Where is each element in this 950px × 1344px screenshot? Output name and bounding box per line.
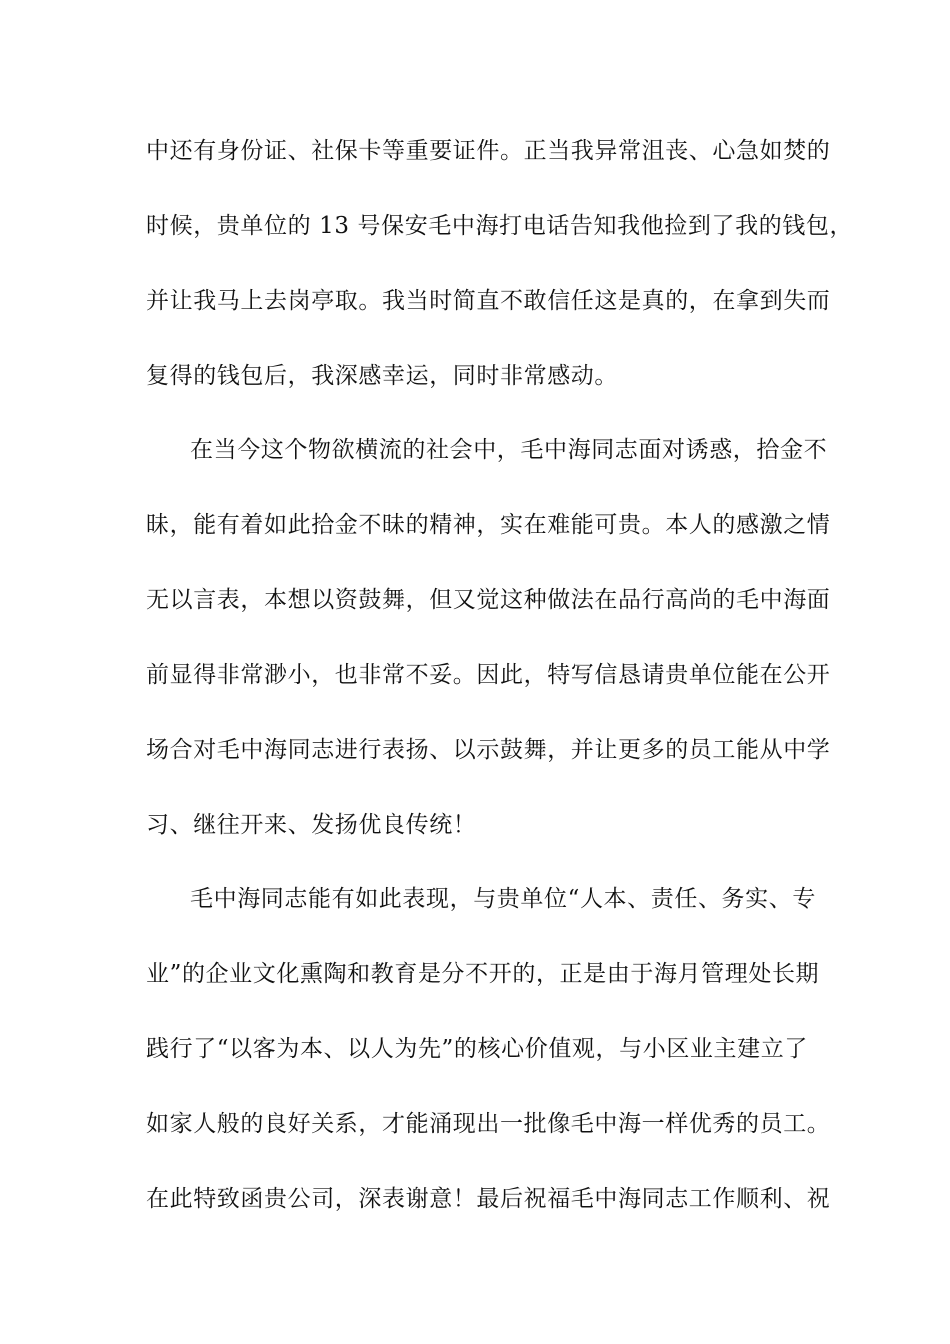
text-line: 前显得非常渺小，也非常不妥。因此，特写信恳请贵单位能在公开 — [146, 662, 831, 688]
text-line: 如家人般的良好关系，才能涌现出一批像毛中海一样优秀的员工。 — [146, 1111, 831, 1137]
text-line: 复得的钱包后，我深感幸运，同时非常感动。 — [146, 363, 618, 389]
text-line: 业”的企业文化熏陶和教育是分不开的，正是由于海月管理处长期 — [146, 961, 820, 987]
text-line: 习、继往开来、发扬优良传统！ — [146, 812, 477, 838]
text-line: 在此特致函贵公司，深表谢意！最后祝福毛中海同志工作顺利、祝 — [146, 1186, 831, 1212]
text-line: 昧，能有着如此拾金不昧的精神，实在难能可贵。本人的感激之情 — [146, 512, 831, 538]
text-line: 无以言表，本想以资鼓舞，但又觉这种做法在品行高尚的毛中海面 — [146, 587, 831, 613]
text-line: 中还有身份证、社保卡等重要证件。正当我异常沮丧、心急如焚的 — [146, 138, 831, 164]
text-line: 场合对毛中海同志进行表扬、以示鼓舞，并让更多的员工能从中学 — [146, 737, 831, 763]
text-line: 践行了“以客为本、以人为先”的核心价值观，与小区业主建立了 — [146, 1036, 808, 1062]
paragraph-first-line: 在当今这个物欲横流的社会中，毛中海同志面对诱惑，拾金不 — [190, 437, 828, 463]
text-line: 并让我马上去岗亭取。我当时简直不敢信任这是真的，在拿到失而 — [146, 288, 831, 314]
paragraph-first-line: 毛中海同志能有如此表现，与贵单位“人本、责任、务实、专 — [190, 886, 816, 912]
text-line: 时候，贵单位的 13 号保安毛中海打电话告知我他捡到了我的钱包， — [146, 213, 854, 239]
